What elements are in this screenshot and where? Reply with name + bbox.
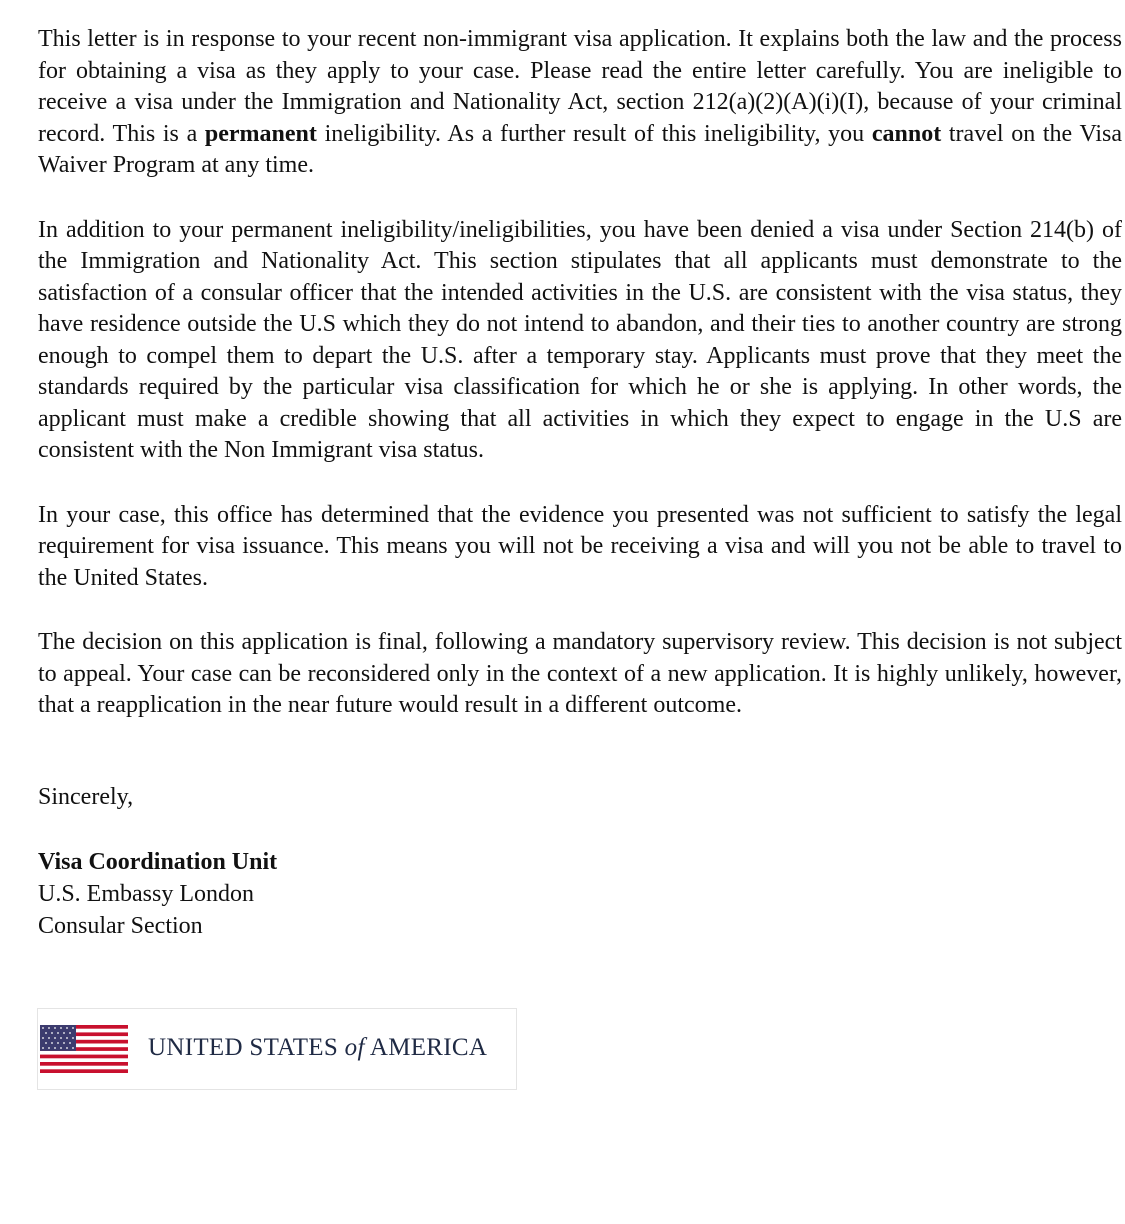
paragraph-decision-final: The decision on this application is final, following a mandatory supervisory review. This decision is not subject to appeal. Your case can be reconsidered only in the context of a new application. It is highly unlikely, however, that a reapplication in the near future would result in a different outcome. (38, 629, 1122, 718)
emphasis-cannot: cannot (871, 120, 942, 147)
signature-embassy: U.S. Embassy London (38, 881, 254, 907)
paragraph-ineligibility: This letter is in response to your recent non-immigrant visa application. It explains both the law and the process for obtaining a visa as they apply to your case. Please read the entire letter carefully. You are ineligible to receive a visa under the Immigration and Nationality Act, section 212(a)(2)(A)(i)(I), because of your criminal record. This is a permanent ineligibility. As a further result of this ineligibility, you cannot travel on the Visa Waiver Program at any time. (38, 26, 1122, 178)
us-flag-icon (40, 1025, 128, 1073)
letter-body (38, 24, 1122, 942)
signature-unit: Visa Coordination Unit (38, 849, 278, 875)
signature-section: Consular Section (38, 913, 203, 939)
usa-logo (37, 1008, 517, 1090)
paragraph-section-214b: In addition to your permanent ineligibility/ineligibilities, you have been denied a visa under Section 214(b) of the Immigration and Nationality Act. This section stipulates that all applicants must demonstrate to the satisfaction of a consular officer that the intended activities in the U.S. are consistent with the visa status, they have residence outside the U.S which they do not intend to abandon, and their ties to another country are strong enough to compel them to depart the U.S. after a temporary stay. Applicants must prove that they meet the standards required by the particular visa classification for which he or she is applying. In other words, the applicant must make a credible showing that all activities in which they expect to engage in the U.S are consistent with the Non Immigrant visa status. (38, 216, 1122, 463)
logo-text: UNITED STATES of AMERICA (148, 1034, 488, 1061)
emphasis-permanent: permanent (204, 120, 317, 147)
closing-sincerely: Sincerely, (38, 783, 134, 810)
signature-block (38, 846, 1122, 942)
paragraph-determination: In your case, this office has determined that the evidence you presented was not sufficient to satisfy the legal requirement for visa issuance. This means you will not be receiving a visa and will you not be able to travel to the United States. (38, 501, 1122, 591)
